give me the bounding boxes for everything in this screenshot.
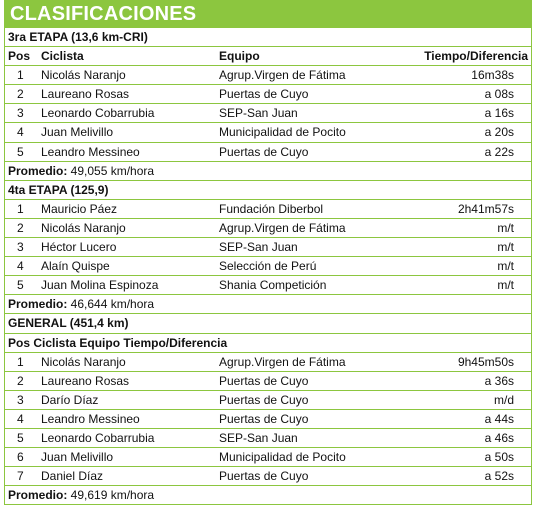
cell-ciclista: Daniel Díaz [41,469,104,484]
cell-tiempo: a 20s [484,125,514,140]
table-row [4,429,532,448]
header-pos: Pos [8,49,31,64]
cell-tiempo: a 44s [484,411,514,426]
cell-pos: 5 [17,430,24,445]
cell-equipo: Puertas de Cuyo [219,411,309,426]
general-header-text: Pos Ciclista Equipo Tiempo/Diferencia [8,335,228,350]
cell-equipo: Puertas de Cuyo [219,87,309,102]
cell-pos: 5 [17,278,24,293]
section-title-stage3 [4,28,532,47]
table-header [4,334,532,353]
table-row [4,448,532,467]
cell-pos: 3 [17,240,24,255]
page-title: CLASIFICACIONES [4,0,532,28]
cell-tiempo: a 52s [484,469,514,484]
section-title-general [4,314,532,333]
cell-equipo: SEP-San Juan [219,240,298,255]
cell-ciclista: Mauricio Páez [41,201,118,216]
cell-tiempo: a 36s [484,373,514,388]
cell-pos: 4 [17,411,24,426]
cell-equipo: Agrup.Virgen de Fátima [219,220,346,235]
cell-pos: 1 [17,68,24,83]
section-title-text: 3ra ETAPA (13,6 km-CRI) [8,30,148,44]
average-value: 49,055 km/hora [67,163,155,178]
cell-equipo: Municipalidad de Pocito [219,450,346,465]
cell-tiempo: a 22s [484,144,514,159]
table-row [4,123,532,142]
table-row [4,257,532,276]
cell-tiempo: a 50s [484,450,514,465]
average-value: 49,619 km/hora [67,488,155,503]
cell-equipo: Puertas de Cuyo [219,392,309,407]
table-row [4,238,532,257]
cell-pos: 5 [17,144,24,159]
section-title-text: GENERAL (451,4 km) [8,316,129,331]
table-row [4,143,532,162]
table-row [4,276,532,295]
table-row [4,66,532,85]
cell-tiempo: 2h41m57s [457,201,514,216]
header-tiempo: Tiempo/Diferencia [424,49,528,64]
right-border [531,28,532,505]
cell-pos: 1 [17,201,24,216]
average-speed [4,162,532,181]
cell-equipo: Agrup.Virgen de Fátima [219,354,346,369]
cell-equipo: Agrup.Virgen de Fátima [219,68,346,83]
section-title-text: 4ta ETAPA (125,9) [8,182,109,197]
average-speed [4,295,532,314]
section-title-stage4 [4,181,532,200]
cell-ciclista: Juan Molina Espinoza [41,278,159,293]
cell-tiempo: 9h45m50s [457,354,514,369]
table-row [4,219,532,238]
cell-tiempo: 16m38s [471,68,514,83]
cell-ciclista: Leonardo Cobarrubia [41,430,155,445]
cell-equipo: Municipalidad de Pocito [219,125,346,140]
cell-ciclista: Alaín Quispe [41,259,110,274]
cell-equipo: Puertas de Cuyo [219,469,309,484]
cell-ciclista: Héctor Lucero [41,240,117,255]
cell-pos: 2 [17,373,24,388]
cell-ciclista: Leonardo Cobarrubia [41,106,155,121]
cell-pos: 3 [17,392,24,407]
cell-tiempo: a 46s [484,430,514,445]
average-label: Promedio: [8,163,68,178]
cell-equipo: SEP-San Juan [219,430,298,445]
table-row [4,353,532,372]
average-value: 46,644 km/hora [67,297,155,312]
cell-tiempo: m/t [497,220,514,235]
cell-equipo: Puertas de Cuyo [219,144,309,159]
cell-ciclista: Juan Melivillo [41,125,114,140]
average-label: Promedio: [8,297,68,312]
cell-pos: 3 [17,106,24,121]
average-speed [4,486,532,505]
average-label: Promedio: [8,488,68,503]
table-row [4,85,532,104]
cell-pos: 4 [17,259,24,274]
cell-ciclista: Nicolás Naranjo [41,220,126,235]
table-row [4,104,532,123]
cell-ciclista: Nicolás Naranjo [41,354,126,369]
table-row [4,391,532,410]
cell-equipo: Shania Competición [219,278,327,293]
cell-ciclista: Leandro Messineo [41,411,140,426]
cell-pos: 2 [17,87,24,102]
cell-ciclista: Darío Díaz [41,392,99,407]
cell-ciclista: Laureano Rosas [41,373,130,388]
cell-ciclista: Nicolás Naranjo [41,68,126,83]
table-row [4,467,532,486]
cell-tiempo: m/t [497,259,514,274]
cell-ciclista: Juan Melivillo [41,450,114,465]
cell-pos: 7 [17,469,24,484]
cell-tiempo: a 16s [484,106,514,121]
table-row [4,372,532,391]
cell-tiempo: m/d [493,392,514,407]
table-row [4,200,532,219]
left-border [4,28,5,505]
cell-equipo: Fundación Diberbol [219,201,324,216]
table-header [4,47,532,66]
cell-ciclista: Leandro Messineo [41,144,140,159]
cell-ciclista: Laureano Rosas [41,87,130,102]
cell-pos: 4 [17,125,24,140]
cell-equipo: Puertas de Cuyo [219,373,309,388]
cell-equipo: SEP-San Juan [219,106,298,121]
cell-pos: 2 [17,220,24,235]
cell-equipo: Selección de Perú [219,259,317,274]
cell-tiempo: m/t [497,240,514,255]
header-equipo: Equipo [219,49,260,64]
classifications-panel [4,0,532,505]
table-row [4,410,532,429]
header-ciclista: Ciclista [41,49,84,64]
cell-tiempo: a 08s [484,87,514,102]
cell-tiempo: m/t [497,278,514,293]
cell-pos: 6 [17,450,24,465]
cell-pos: 1 [17,354,24,369]
